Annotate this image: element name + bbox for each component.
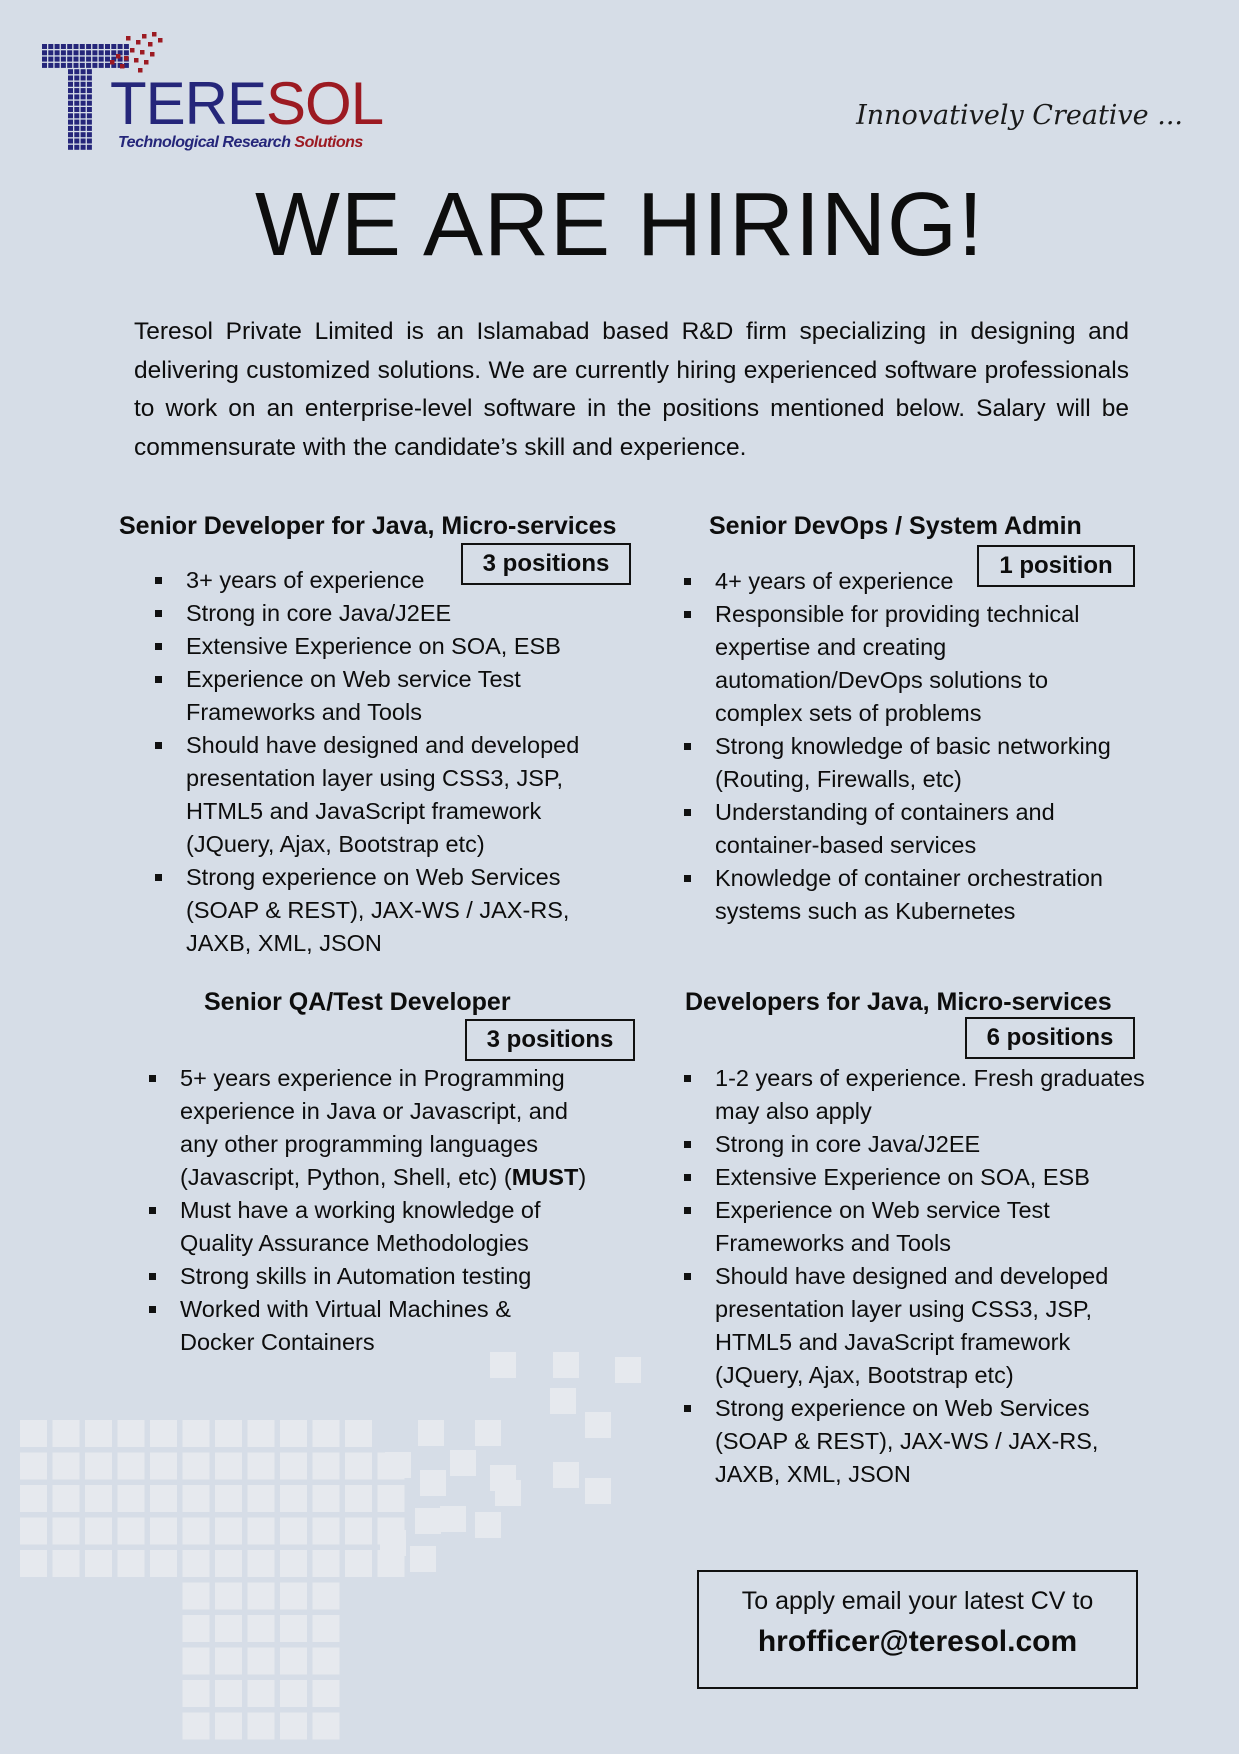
logo-pixel [67, 44, 72, 49]
logo-pixel [81, 132, 86, 137]
requirements-list [148, 1062, 628, 1359]
logo-pixel [150, 52, 155, 57]
logo-pixel [124, 50, 129, 55]
logo-pixel [81, 139, 86, 144]
logo-pixel [68, 139, 73, 144]
pattern-square [490, 1465, 516, 1491]
logo-pixel [140, 50, 145, 55]
pattern-square [345, 1550, 372, 1577]
logo-pixel [74, 139, 79, 144]
logo-pixel [99, 44, 104, 49]
pattern-square [215, 1485, 242, 1512]
logo-pixel [136, 40, 141, 45]
logo-pixel [86, 44, 91, 49]
list-item: Extensive Experience on SOA, ESB [683, 1161, 1183, 1194]
pattern-square [378, 1485, 405, 1512]
pattern-square [53, 1453, 80, 1480]
pattern-square [248, 1615, 275, 1642]
logo-pixel [61, 63, 66, 68]
pattern-square [248, 1453, 275, 1480]
list-item: Strong experience on Web Services (SOAP & REST), JAX-WS / JAX-RS, JAXB, XML, JSON [154, 861, 626, 960]
logo-pixel [86, 57, 91, 62]
list-item: Should have designed and developed presentation layer using CSS3, JSP, HTML5 and JavaScript framework (JQuery, Ajax, Bootstrap etc) [154, 729, 616, 861]
pattern-square [183, 1453, 210, 1480]
pattern-square [280, 1485, 307, 1512]
logo-pixel [87, 126, 92, 131]
apply-instructions: To apply email your latest CV to [741, 1587, 1094, 1615]
pattern-square [183, 1550, 210, 1577]
logo-pixel [48, 63, 53, 68]
requirement-text: 5+ years experience in Programming experience in Java or Javascript, and any other programming languages (Javascript, Python, Shell, etc) ( [180, 1065, 568, 1190]
logo-pixel [74, 76, 79, 81]
list-item: Responsible for providing technical expertise and creating automation/DevOps solutions to complex sets of problems [683, 598, 1135, 730]
logo-wordmark-part1: TERE [110, 70, 267, 137]
logo-pixel [42, 44, 47, 49]
pattern-square [183, 1615, 210, 1642]
logo-pixel [61, 50, 66, 55]
pattern-square [378, 1550, 405, 1577]
logo-pixel [68, 76, 73, 81]
logo-pixel [92, 50, 97, 55]
pattern-square [183, 1680, 210, 1707]
pattern-square [183, 1485, 210, 1512]
pattern-square [150, 1518, 177, 1545]
logo-pixel [81, 120, 86, 125]
logo-pixel [74, 101, 79, 106]
pattern-square [20, 1518, 47, 1545]
job-title: Developers for Java, Micro-services [685, 988, 1112, 1016]
logo-pixel [110, 60, 115, 65]
list-item: Strong skills in Automation testing [148, 1260, 628, 1293]
pattern-square [313, 1485, 340, 1512]
pattern-square [150, 1420, 177, 1447]
pattern-square [418, 1420, 444, 1446]
pattern-square [385, 1452, 411, 1478]
positions-badge: 3 positions [465, 1019, 635, 1061]
logo-pixel [87, 132, 92, 137]
logo-pixel [86, 63, 91, 68]
logo-pixel [74, 94, 79, 99]
pattern-square [215, 1648, 242, 1675]
list-item: Worked with Virtual Machines & Docker Containers [148, 1293, 570, 1359]
logo-pixel [74, 120, 79, 125]
logo-pixel [68, 88, 73, 93]
list-item [148, 1062, 610, 1194]
logo-subtitle-part1: Technological Research [118, 134, 295, 151]
logo-pixel [42, 63, 47, 68]
logo-pixel [99, 57, 104, 62]
pattern-square [313, 1420, 340, 1447]
logo-pixel [86, 50, 91, 55]
logo-pixel [81, 82, 86, 87]
pattern-square [585, 1412, 611, 1438]
logo-pixel [74, 57, 79, 62]
must-emphasis: MUST [511, 1164, 579, 1190]
pattern-square [420, 1470, 446, 1496]
pattern-square [280, 1453, 307, 1480]
logo-pixel [111, 50, 116, 55]
pattern-square [248, 1485, 275, 1512]
list-item: Strong in core Java/J2EE [683, 1128, 1183, 1161]
logo-pixel [68, 101, 73, 106]
pattern-square [85, 1518, 112, 1545]
logo-pixel [111, 44, 116, 49]
pattern-square [248, 1420, 275, 1447]
logo-pixel [116, 54, 121, 59]
pattern-square [313, 1550, 340, 1577]
logo-pixel [99, 63, 104, 68]
logo-pixel [74, 82, 79, 87]
pattern-square [85, 1485, 112, 1512]
logo-wordmark-part2: SOL [266, 70, 384, 137]
logo-pixel [144, 60, 149, 65]
intro-paragraph: Teresol Private Limited is an Islamabad based R&D firm specializing in designing and delivering customized solutions. We are currently hiring experienced software professionals to work on an enterprise-level software in the positions mentioned below. Salary will be commensurate with the candidate’s skill and experience. [134, 318, 1129, 461]
pattern-square [313, 1680, 340, 1707]
pattern-square [345, 1518, 372, 1545]
pattern-square [450, 1450, 476, 1476]
logo-pixel [68, 82, 73, 87]
logo-pixel [142, 34, 147, 39]
pattern-square [378, 1453, 405, 1480]
pattern-square [85, 1453, 112, 1480]
logo-pixel [87, 145, 92, 150]
logo-pixel [87, 101, 92, 106]
pattern-square [380, 1530, 406, 1556]
logo-pixel [68, 107, 73, 112]
pattern-square [280, 1550, 307, 1577]
list-item: Must have a working knowledge of Quality Assurance Methodologies [148, 1194, 600, 1260]
pattern-square [215, 1583, 242, 1610]
logo-subtitle-part2: Solutions [294, 134, 363, 151]
logo-pixel [105, 57, 110, 62]
pattern-square [183, 1420, 210, 1447]
list-item: Knowledge of container orchestration systems such as Kubernetes [683, 862, 1165, 928]
logo-pixel [42, 50, 47, 55]
pattern-square [183, 1583, 210, 1610]
pattern-square [20, 1550, 47, 1577]
job-title: Senior DevOps / System Admin [709, 512, 1082, 540]
pattern-square [585, 1478, 611, 1504]
pattern-square [313, 1583, 340, 1610]
logo-pixel [61, 57, 66, 62]
pattern-square [215, 1550, 242, 1577]
logo-pixel [87, 69, 92, 74]
list-item: Strong knowledge of basic networking (Routing, Firewalls, etc) [683, 730, 1165, 796]
pattern-square [183, 1648, 210, 1675]
logo-pixel [67, 63, 72, 68]
logo-pixel [55, 57, 60, 62]
pattern-square [440, 1506, 466, 1532]
logo-pixel [67, 57, 72, 62]
logo-pixel [68, 145, 73, 150]
pattern-square [280, 1583, 307, 1610]
logo-pixel [81, 94, 86, 99]
logo-pixel [130, 48, 135, 53]
logo-pixel [152, 32, 157, 37]
pattern-square [215, 1518, 242, 1545]
list-item: Strong in core Java/J2EE [154, 597, 634, 630]
pattern-square [345, 1453, 372, 1480]
pattern-square [215, 1420, 242, 1447]
teresol-logo [40, 30, 384, 160]
logo-pixel [124, 63, 129, 68]
logo-pixel [48, 44, 53, 49]
logo-pixel [81, 76, 86, 81]
logo-pixel [55, 44, 60, 49]
logo-pixel [68, 113, 73, 118]
logo-pixel [134, 58, 139, 63]
list-item: Experience on Web service Test Frameworks and Tools [683, 1194, 1095, 1260]
logo-pixel [74, 145, 79, 150]
logo-pixel [105, 50, 110, 55]
apply-email-link[interactable]: hrofficer@teresol.com [757, 1625, 1078, 1658]
closing-paren: ) [578, 1164, 587, 1190]
logo-pixel [74, 88, 79, 93]
logo-pixel [87, 94, 92, 99]
logo-pixel [68, 132, 73, 137]
pattern-square [53, 1420, 80, 1447]
logo-pixel [74, 69, 79, 74]
logo-pixel [74, 126, 79, 131]
requirements-list [154, 564, 634, 960]
pattern-square [280, 1420, 307, 1447]
pattern-square [85, 1420, 112, 1447]
requirements-list [683, 565, 1163, 928]
pattern-square [20, 1485, 47, 1512]
logo-pixel [80, 63, 85, 68]
pattern-square [313, 1615, 340, 1642]
logo-subtitle [118, 134, 363, 152]
logo-pixel [68, 94, 73, 99]
pattern-square [150, 1485, 177, 1512]
pattern-square [313, 1518, 340, 1545]
logo-pixel [68, 69, 73, 74]
logo-pixel [81, 145, 86, 150]
logo-pixel [92, 63, 97, 68]
pattern-square [248, 1518, 275, 1545]
pattern-square [313, 1713, 340, 1740]
pattern-square [345, 1420, 372, 1447]
list-item: Strong experience on Web Services (SOAP & REST), JAX-WS / JAX-RS, JAXB, XML, JSON [683, 1392, 1155, 1491]
logo-pixel [48, 57, 53, 62]
pattern-square [280, 1648, 307, 1675]
pattern-square [615, 1357, 641, 1383]
tagline: Innovatively Creative ... [856, 100, 1183, 131]
logo-pixel [80, 57, 85, 62]
pattern-square [150, 1550, 177, 1577]
pattern-square [553, 1462, 579, 1488]
pattern-square [53, 1518, 80, 1545]
logo-pixel [120, 64, 125, 69]
pattern-square [53, 1485, 80, 1512]
pattern-square [280, 1615, 307, 1642]
logo-pixel [87, 113, 92, 118]
logo-pixel [92, 44, 97, 49]
list-item: Understanding of containers and container-based services [683, 796, 1115, 862]
pattern-square [280, 1518, 307, 1545]
pattern-square [20, 1453, 47, 1480]
logo-pixel [81, 101, 86, 106]
pattern-square [118, 1453, 145, 1480]
pattern-square [183, 1713, 210, 1740]
positions-badge: 3 positions [461, 543, 631, 585]
logo-pixel [81, 113, 86, 118]
pattern-square [248, 1713, 275, 1740]
list-item: 3+ years of experience [154, 564, 634, 597]
pattern-square [280, 1713, 307, 1740]
logo-pixel [48, 50, 53, 55]
pattern-square [53, 1550, 80, 1577]
job-title: Senior QA/Test Developer [204, 988, 511, 1016]
logo-pixel [87, 76, 92, 81]
pattern-square [248, 1550, 275, 1577]
pattern-square [118, 1420, 145, 1447]
positions-badge: 6 positions [965, 1017, 1135, 1059]
logo-pixel [80, 44, 85, 49]
logo-pixel [126, 36, 131, 41]
pattern-square [215, 1713, 242, 1740]
list-item: Experience on Web service Test Frameworks and Tools [154, 663, 556, 729]
apply-box [697, 1570, 1138, 1689]
pattern-square [85, 1550, 112, 1577]
logo-pixel [74, 50, 79, 55]
logo-pixel [92, 57, 97, 62]
logo-pixel [87, 107, 92, 112]
pattern-square [215, 1453, 242, 1480]
pattern-square [118, 1485, 145, 1512]
logo-pixel [68, 126, 73, 131]
logo-pixel [105, 63, 110, 68]
job-title: Senior Developer for Java, Micro-services [119, 512, 617, 540]
logo-pixel [55, 63, 60, 68]
list-item: 4+ years of experience [683, 565, 1163, 598]
logo-pixel [55, 50, 60, 55]
logo-pixel [81, 88, 86, 93]
logo-pixel [81, 107, 86, 112]
logo-pixel [80, 50, 85, 55]
pattern-square [150, 1453, 177, 1480]
pattern-square [410, 1546, 436, 1572]
list-item: Extensive Experience on SOA, ESB [154, 630, 634, 663]
pattern-square [118, 1518, 145, 1545]
pattern-square [118, 1550, 145, 1577]
pattern-square [313, 1648, 340, 1675]
pattern-square [475, 1420, 501, 1446]
logo-pixel [74, 63, 79, 68]
logo-pixel [74, 132, 79, 137]
headline: WE ARE HIRING! [254, 175, 985, 275]
requirements-list [683, 1062, 1183, 1491]
pattern-square [248, 1583, 275, 1610]
logo-pixel [105, 44, 110, 49]
pattern-square [550, 1388, 576, 1414]
logo-pixel [81, 126, 86, 131]
logo-pixel [74, 44, 79, 49]
logo-pixel [124, 44, 129, 49]
logo-pixel [67, 50, 72, 55]
pattern-square [248, 1648, 275, 1675]
pattern-square [20, 1420, 47, 1447]
list-item: 1-2 years of experience. Fresh graduates may also apply [683, 1062, 1185, 1128]
logo-pixel [87, 88, 92, 93]
pattern-square [183, 1518, 210, 1545]
list-item: Should have designed and developed presentation layer using CSS3, JSP, HTML5 and JavaScript framework (JQuery, Ajax, Bootstrap etc) [683, 1260, 1145, 1392]
pattern-square [475, 1512, 501, 1538]
logo-pixel [87, 120, 92, 125]
logo-pixel [87, 139, 92, 144]
logo-pixel [99, 50, 104, 55]
pattern-square [345, 1485, 372, 1512]
pattern-square [378, 1518, 405, 1545]
logo-pixel [74, 113, 79, 118]
logo-wordmark [110, 70, 384, 137]
logo-pixel [42, 57, 47, 62]
pattern-square [215, 1615, 242, 1642]
logo-pixel [87, 82, 92, 87]
pattern-square [248, 1680, 275, 1707]
logo-pixel [74, 107, 79, 112]
pattern-square [415, 1508, 441, 1534]
logo-pixel [124, 56, 129, 61]
logo-pixel [68, 120, 73, 125]
pattern-square [280, 1680, 307, 1707]
logo-pixel [61, 44, 66, 49]
pattern-square [313, 1453, 340, 1480]
pattern-square [495, 1480, 521, 1506]
pattern-square [215, 1680, 242, 1707]
logo-pixel [158, 38, 163, 43]
positions-badge: 1 position [977, 545, 1135, 587]
logo-pixel [148, 42, 153, 47]
logo-pixel [81, 69, 86, 74]
logo-pixel [118, 44, 123, 49]
